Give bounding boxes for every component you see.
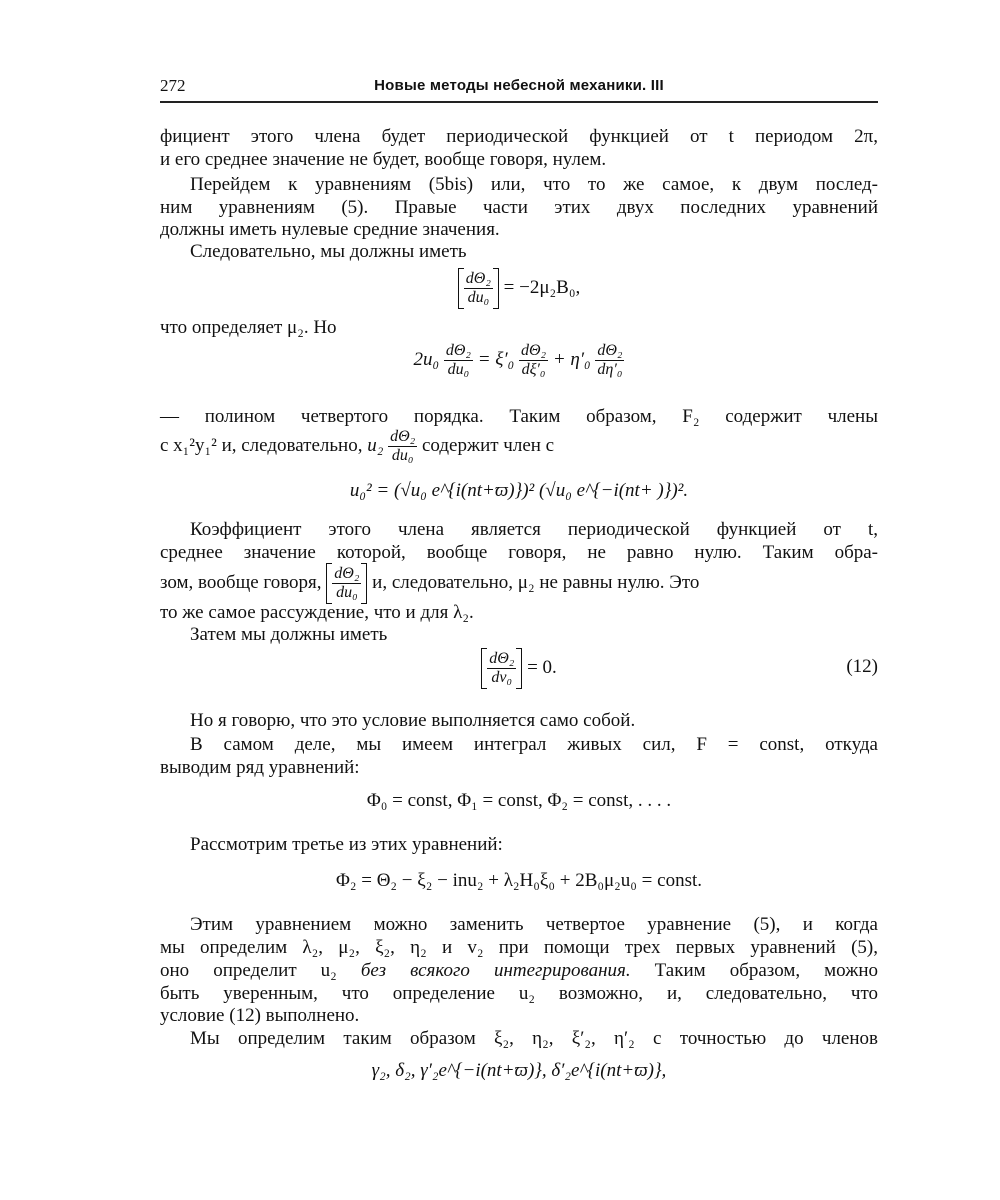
text-line: ним уравнениям (5). Правые части этих двух последних уравнений — [160, 197, 878, 218]
text-line: зом, вообще говоря, $\frac{\text{dΘ₂}}{\text{du₀}}$ и, следовательно, μ₂ не равны нулю. Это — [160, 565, 700, 601]
text-line: быть уверенным, что определение u₂ возможно, и, следовательно, что — [160, 983, 878, 1004]
text-line: Перейдем к уравнениям (5bis) или, что то же самое, к двум послед- — [190, 174, 878, 195]
text-line: Затем мы должны иметь — [190, 624, 388, 645]
equation-1: $\frac{\text{dΘ₂}}{\text{du₀}}$ = −2μ₂B₀, — [160, 270, 878, 307]
header-rule — [160, 101, 878, 103]
equation-number: (12) — [846, 656, 878, 677]
text-line: В самом деле, мы имеем интеграл живых сил, F = const, откуда — [190, 734, 878, 755]
text-line: фициент этого члена будет периодической функцией от t периодом 2π, — [160, 126, 878, 147]
equation-5: Φ₀ = const, Φ₁ = const, Φ₂ = const, . . . . — [366, 790, 672, 811]
equation-4: $\frac{\text{dΘ₂}}{\text{dv₀}}$ = 0. — [160, 650, 878, 687]
equation-2: 2u₀ $\frac{\text{dΘ₂}}{\text{du₀}}$ = ξ′₀ $\frac{\text{dΘ₂}}{\text{dξ′₀}}$ + η′₀ $\frac{\text{dΘ₂}}{\text{dη′₀}}$ — [413, 342, 623, 378]
running-title: Новые методы небесной механики. III — [374, 77, 664, 94]
text-line: Рассмотрим третье из этих уравнений: — [190, 834, 503, 855]
text-line: то же самое рассуждение, что и для λ₂. — [160, 602, 474, 623]
text-line: оно определит u₂ без всякого интегрирования. Таким образом, можно — [160, 960, 879, 981]
text-line: Но я говорю, что это условие выполняется само собой. — [190, 710, 636, 731]
text-line: мы определим λ₂, μ₂, ξ₂, η₂ и v₂ при помощи трех первых уравнений (5), — [160, 937, 878, 958]
text-line: — полином четвертого порядка. Таким образом, F₂ содержит члены — [160, 406, 878, 427]
equation-3: u₀² = (√u₀ e^{i(nt+ϖ)})² (√u₀ e^{−i(nt+ )})². — [349, 480, 689, 501]
text-line: Коэффициент этого члена является периодической функцией от t, — [190, 519, 878, 540]
text-line: среднее значение которой, вообще говоря, не равно нулю. Таким обра- — [160, 542, 878, 563]
text-line: выводим ряд уравнений: — [160, 757, 360, 778]
equation-7: γ₂, δ₂, γ′₂e^{−i(nt+ϖ)}, δ′₂e^{i(nt+ϖ)}, — [371, 1060, 667, 1081]
text-line: Этим уравнением можно заменить четвертое уравнение (5), и когда — [190, 914, 878, 935]
text-line: должны иметь нулевые средние значения. — [160, 219, 500, 240]
page-header — [160, 76, 878, 98]
text-line: условие (12) выполнено. — [160, 1005, 360, 1026]
text-line: с x₁²y₁² и, следовательно, u₂ $\frac{\text{dΘ₂}}{\text{du₀}}$ содержит член с — [160, 428, 555, 464]
text-line: что определяет μ₂. Но — [160, 317, 337, 338]
page-number: 272 — [160, 76, 186, 95]
text-line: Следовательно, мы должны иметь — [190, 241, 467, 262]
equation-6: Φ₂ = Θ₂ − ξ₂ − inu₂ + λ₂H₀ξ₀ + 2B₀μ₂u₀ = const. — [335, 870, 702, 891]
text-line: Мы определим таким образом ξ₂, η₂, ξ′₂, η′₂ с точностью до членов — [190, 1028, 878, 1049]
text-line: и его среднее значение не будет, вообще говоря, нулем. — [160, 149, 607, 170]
